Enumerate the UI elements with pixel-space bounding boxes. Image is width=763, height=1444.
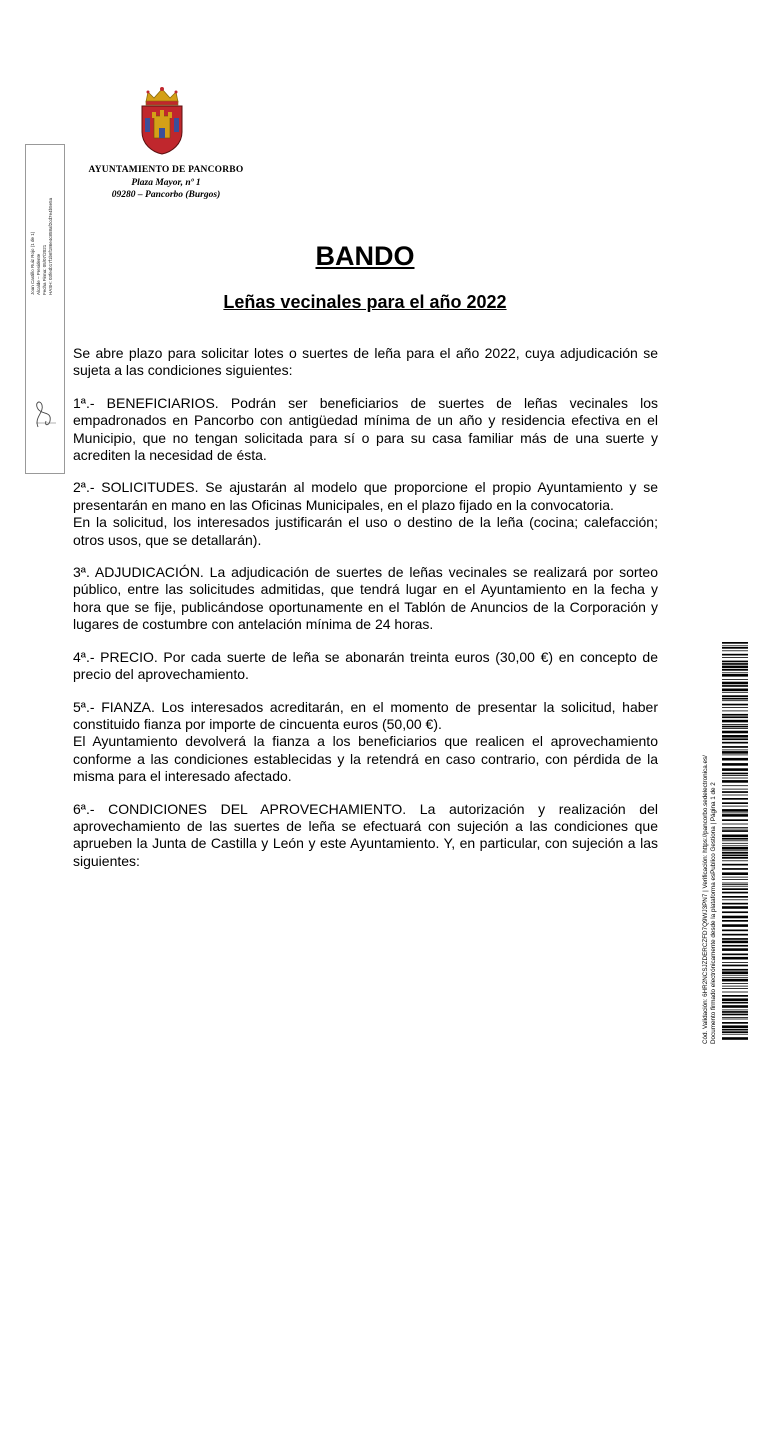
barcode-bar [722,872,748,875]
barcode-bar [722,924,748,927]
document-subtitle: Leñas vecinales para el año 2022 [223,292,507,312]
signature-line-3: Fecha Firma: 05/07/2021 [42,244,47,295]
barcode-bar [722,988,748,989]
barcode-bar [722,843,748,844]
barcode-bar [722,903,748,905]
clause-2-paragraph: 2ª.- SOLICITUDES. Se ajustarán al modelo que proporcione el propio Ayuntamiento y se presentarán en mano en las Oficinas Municipales, en el plazo fijado en la convocatoria. [73,479,658,513]
barcode-bar [722,1037,748,1040]
barcode-bar [722,780,748,783]
barcode-bar [722,685,748,687]
barcode-bar [722,845,748,846]
document-body [73,345,658,885]
barcode-bar [722,785,748,786]
barcode-bar [722,726,748,728]
barcode-bar [722,768,748,771]
organization-name: AYUNTAMIENTO DE PANCORBO [88,165,244,175]
address-line-1: Plaza Mayor, nº 1 [131,178,201,188]
verification-line-2: Documento firmado electrónicamente desde la plataforma esPublico Gestiona | Página 1 de 2 [709,782,717,1044]
barcode-bar [722,948,748,951]
barcode-bar [722,724,748,725]
barcode-bar [722,755,748,756]
barcode-bar [722,829,748,830]
barcode-bar [722,798,748,800]
barcode-bar [722,954,748,956]
barcode-bar [722,806,748,807]
barcode-bar [722,864,748,866]
barcode-bar [722,899,748,900]
barcode-bar [722,773,748,775]
barcode-bar [722,830,748,832]
document-title: BANDO [315,241,415,271]
barcode-bar [722,1029,748,1031]
barcode-icon [722,642,748,1040]
barcode-bar [722,998,748,1001]
barcode-bar [722,962,748,963]
clause-5-paragraph: 5ª.- FIANZA. Los interesados acreditarán, en el momento de presentar la solicitud, haber constituido fianza por importe de cincuenta euros (50,00 €). [73,698,658,732]
barcode-bar [722,716,748,718]
barcode-bar [722,1031,748,1033]
barcode-bar [722,750,748,751]
barcode-bar [722,883,748,884]
barcode-bar [722,992,748,993]
barcode-bar [722,746,748,748]
barcode-bar [722,941,748,944]
verification-line-1: Cód. Validación: 6HR2NCSJZDERCZFD7Q9WJ3PN7 | Verificación: https://pancorbo.sedelectronica.es/ [702,755,709,1044]
barcode-bar [722,669,748,671]
barcode-bar [722,1025,748,1028]
barcode-bar [722,791,748,793]
barcode-bar [722,695,748,697]
barcode-bar [722,813,748,814]
barcode-bar [722,758,748,761]
barcode-bar [722,920,748,922]
barcode-bar [722,892,748,894]
barcode-bar [722,707,748,708]
barcode-bar [722,877,748,878]
barcode-bar [722,916,748,919]
barcode-bar [722,995,748,997]
address-line-2: 09280 – Pancorbo (Burgos) [111,190,221,200]
barcode-bar [722,661,748,663]
verification-block [702,755,724,1444]
barcode-bar [722,742,748,744]
barcode-bar [722,983,748,984]
barcode-bar [722,1017,748,1018]
barcode-bar [722,728,748,729]
barcode-bar [722,911,748,913]
barcode-bar [722,1005,748,1008]
barcode-bar [722,775,748,776]
barcode-bar [722,840,748,841]
barcode-bar [722,735,748,738]
barcode-bar [722,965,748,967]
barcode-bar [722,692,748,693]
barcode-bar [722,647,748,649]
barcode-bar [722,1022,748,1024]
barcode-bar [722,969,748,971]
barcode-bar [722,698,748,700]
barcode-bar [722,857,748,859]
barcode-bar [722,663,748,665]
clause-3-paragraph: 3ª. ADJUDICACIÓN. La adjudicación de suertes de leñas vecinales se realizará por sorteo público, entre las solicitudes admitidas, que tendrá lugar en el Ayuntamiento en la fecha y hora que se fije, publicándose oportunamente en el Tablón de Anuncios de la Corporación y lugares de costumbre con antelación mínima de 24 horas. [73,564,658,633]
clause-6-paragraph: 6ª.- CONDICIONES DEL APROVECHAMIENTO. La autorización y realización del aprovechamiento de las suertes de leña se efectuará con sujeción a las condiciones que aprueben la Junta de Castilla y León y este Ayuntamiento. Y, en particular, con sujeción a las siguientes: [73,800,658,869]
handwritten-signature-icon [30,393,62,433]
barcode-bar [722,1010,748,1011]
barcode-bar [722,979,748,982]
barcode-bar [722,711,748,712]
barcode-bar [722,795,748,796]
barcode-bar [722,930,748,932]
barcode-bar [722,674,748,677]
barcode-bar [722,700,748,701]
barcode-bar [722,945,748,947]
barcode-bar [722,1002,748,1004]
barcode-bar [722,731,748,734]
barcode-bar [722,934,748,936]
barcode-bar [722,819,748,821]
signature-line-2: Alcalde – Presidente [36,253,41,295]
barcode-bar [722,896,748,898]
verification-text [702,755,717,1044]
clause-4-paragraph: 4ª.- PRECIO. Por cada suerte de leña se abonarán treinta euros (30,00 €) en concepto de precio del aprovechamiento. [73,648,658,683]
barcode-bar [722,642,748,644]
barcode-bar [722,868,748,870]
barcode-bar [722,1011,748,1013]
barcode-bar [722,672,748,673]
barcode-bar [722,738,748,740]
clause-2-continuation: En la solicitud, los interesados justificarán el uso o destino de la leña (cocina; calefacción; otros usos, que se detallarán). [73,514,658,548]
barcode-bar [722,645,748,646]
signature-line-4: HASH: 03fe4b17f1b6f186e4c858af2cd7e4b5e5a [48,197,53,295]
barcode-bar [722,789,748,790]
barcode-bar [722,763,748,766]
barcode-bar [722,886,748,887]
barcode-bar [722,1014,748,1016]
barcode-bar [722,654,748,656]
municipal-crest-icon [138,86,186,156]
signature-line-1: Joan Castillo Ruiz Rojo (1 de 1) [30,231,35,295]
barcode-bar [722,720,748,723]
barcode-bar [722,1019,748,1020]
barcode-bar [722,835,748,838]
intro-paragraph: Se abre plazo para solicitar lotes o suertes de leña para el año 2022, cuya adjudicación se sujeta a las condiciones siguientes: [73,345,658,379]
barcode-bar [722,847,748,850]
clause-1-paragraph: 1ª.- BENEFICIARIOS. Podrán ser beneficiarios de suertes de leñas vecinales los empadronados en Pancorbo con antigüedad mínima de un año y residencia efectiva en el Municipio, que no tengan solicitada para sí o para su casa familiar más de una suerte y acrediten la necesidad de ésta. [73,394,658,464]
barcode-bar [722,977,748,978]
barcode-bar [722,679,748,680]
barcode-bar [722,814,748,817]
barcode-bar [722,650,748,651]
barcode-bar [722,1034,748,1035]
barcode-bar [722,778,748,779]
barcode-bar [722,906,748,909]
barcode-bar [722,714,748,716]
barcode-bar [722,860,748,861]
barcode-bar [722,938,748,940]
barcode-bar [722,855,748,857]
barcode-bar [722,879,748,880]
barcode-bar [722,689,748,692]
barcode-bar [722,888,748,890]
barcode-bar [722,657,748,658]
barcode-bar [722,852,748,854]
barcode-bar [722,751,748,754]
barcode-bar [722,704,748,706]
barcode-bar [722,971,748,974]
barcode-bar [722,884,748,885]
barcode-bar [722,824,748,825]
barcode-bar [722,666,748,669]
clause-5-continuation: El Ayuntamiento devolverá la fianza a los beneficiarios que realicen el aprovechamiento conforme a las condiciones establecidas y la retendrá en caso contrario, con pérdida de la misma para el interesado afectado. [73,733,658,785]
barcode-bar [722,850,748,851]
barcode-bar [722,682,748,685]
barcode-bar [722,827,748,828]
barcode-bar [722,986,748,987]
barcode-bar [722,809,748,812]
barcode-bar [722,957,748,960]
barcode-bar [722,975,748,976]
barcode-bar [722,838,748,840]
barcode-bar [722,802,748,804]
